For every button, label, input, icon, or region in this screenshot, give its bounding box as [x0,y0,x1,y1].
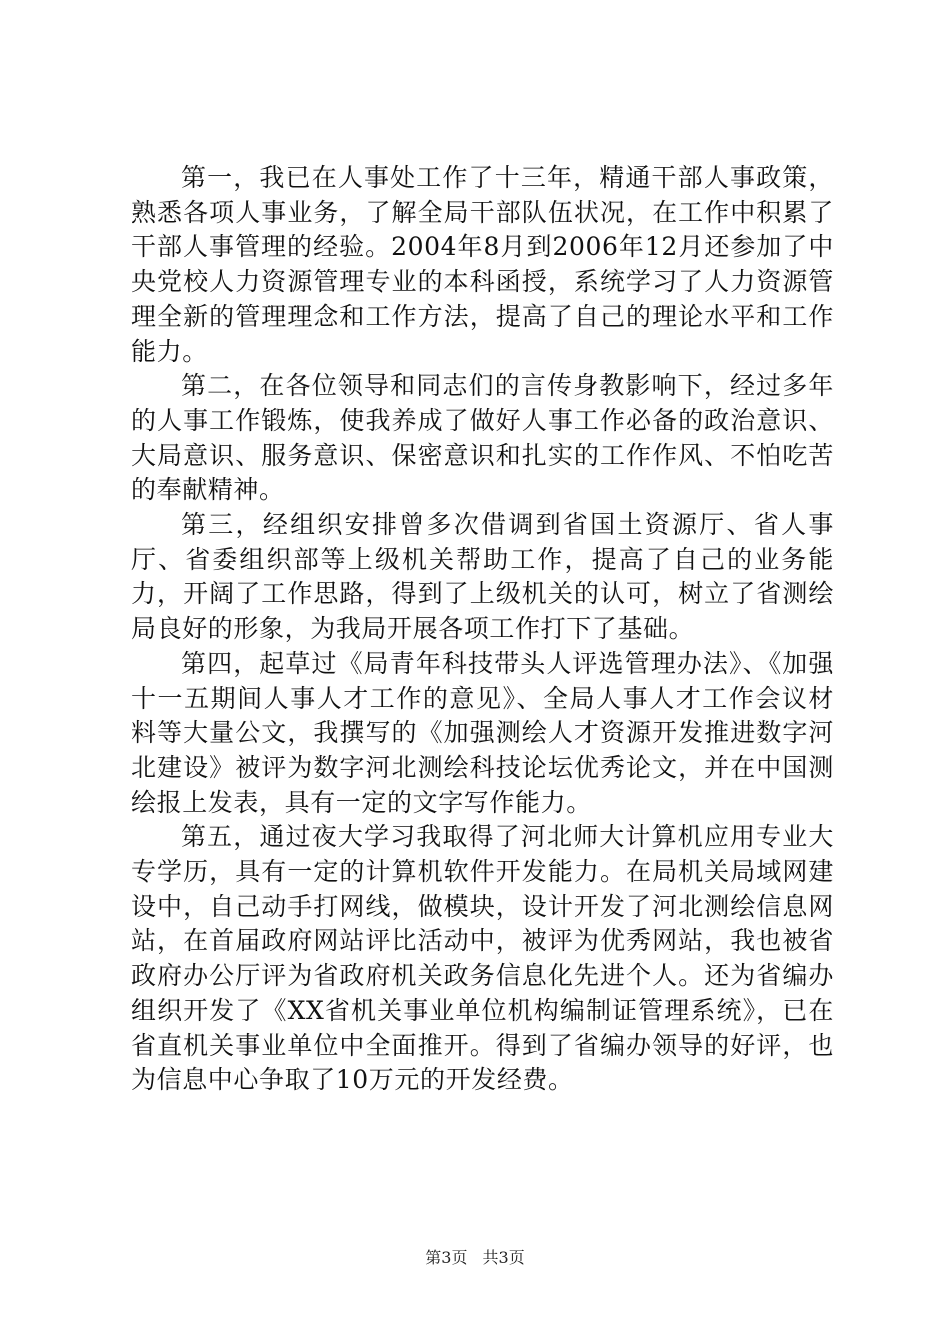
page-footer [0,1245,950,1268]
page-number: 第3页 [425,1248,468,1267]
paragraph-2: 第二，在各位领导和同志们的言传身教影响下，经过多年的人事工作锻炼，使我养成了做好人事工作必备的政治意识、大局意识、服务意识、保密意识和扎实的工作作风、不怕吃苦的奉献精神。 [131,371,834,505]
paragraph-5: 第五，通过夜大学习我取得了河北师大计算机应用专业大专学历，具有一定的计算机软件开发能力。在局机关局域网建设中，自己动手打网线，做模块，设计开发了河北测绘信息网站，在首届政府网站评比活动中，被评为优秀网站，我也被省政府办公厅评为省政府机关政务信息化先进个人。还为省编办组织开发了《XX省机关事业单位机构编制证管理系统》，已在省直机关事业单位中全面推开。得到了省编办领导的好评，也为信息中心争取了10万元的开发经费。 [131,822,834,1095]
document-body [131,161,834,1098]
page-total: 共3页 [482,1248,525,1267]
paragraph-1: 第一，我已在人事处工作了十三年，精通干部人事政策，熟悉各项人事业务，了解全局干部队伍状况，在工作中积累了干部人事管理的经验。2004年8月到2006年12月还参加了中央党校人力资源管理专业的本科函授，系统学习了人力资源管理全新的管理理念和工作方法，提高了自己的理论水平和工作能力。 [131,163,834,366]
paragraph-4: 第四，起草过《局青年科技带头人评选管理办法》、《加强十一五期间人事人才工作的意见》、全局人事人才工作会议材料等大量公文，我撰写的《加强测绘人才资源开发推进数字河北建设》被评为数字河北测绘科技论坛优秀论文，并在中国测绘报上发表，具有一定的文字写作能力。 [131,648,834,817]
paragraph-3: 第三，经组织安排曾多次借调到省国土资源厅、省人事厅、省委组织部等上级机关帮助工作，提高了自己的业务能力，开阔了工作思路，得到了上级机关的认可，树立了省测绘局良好的形象，为我局开展各项工作打下了基础。 [131,510,834,644]
